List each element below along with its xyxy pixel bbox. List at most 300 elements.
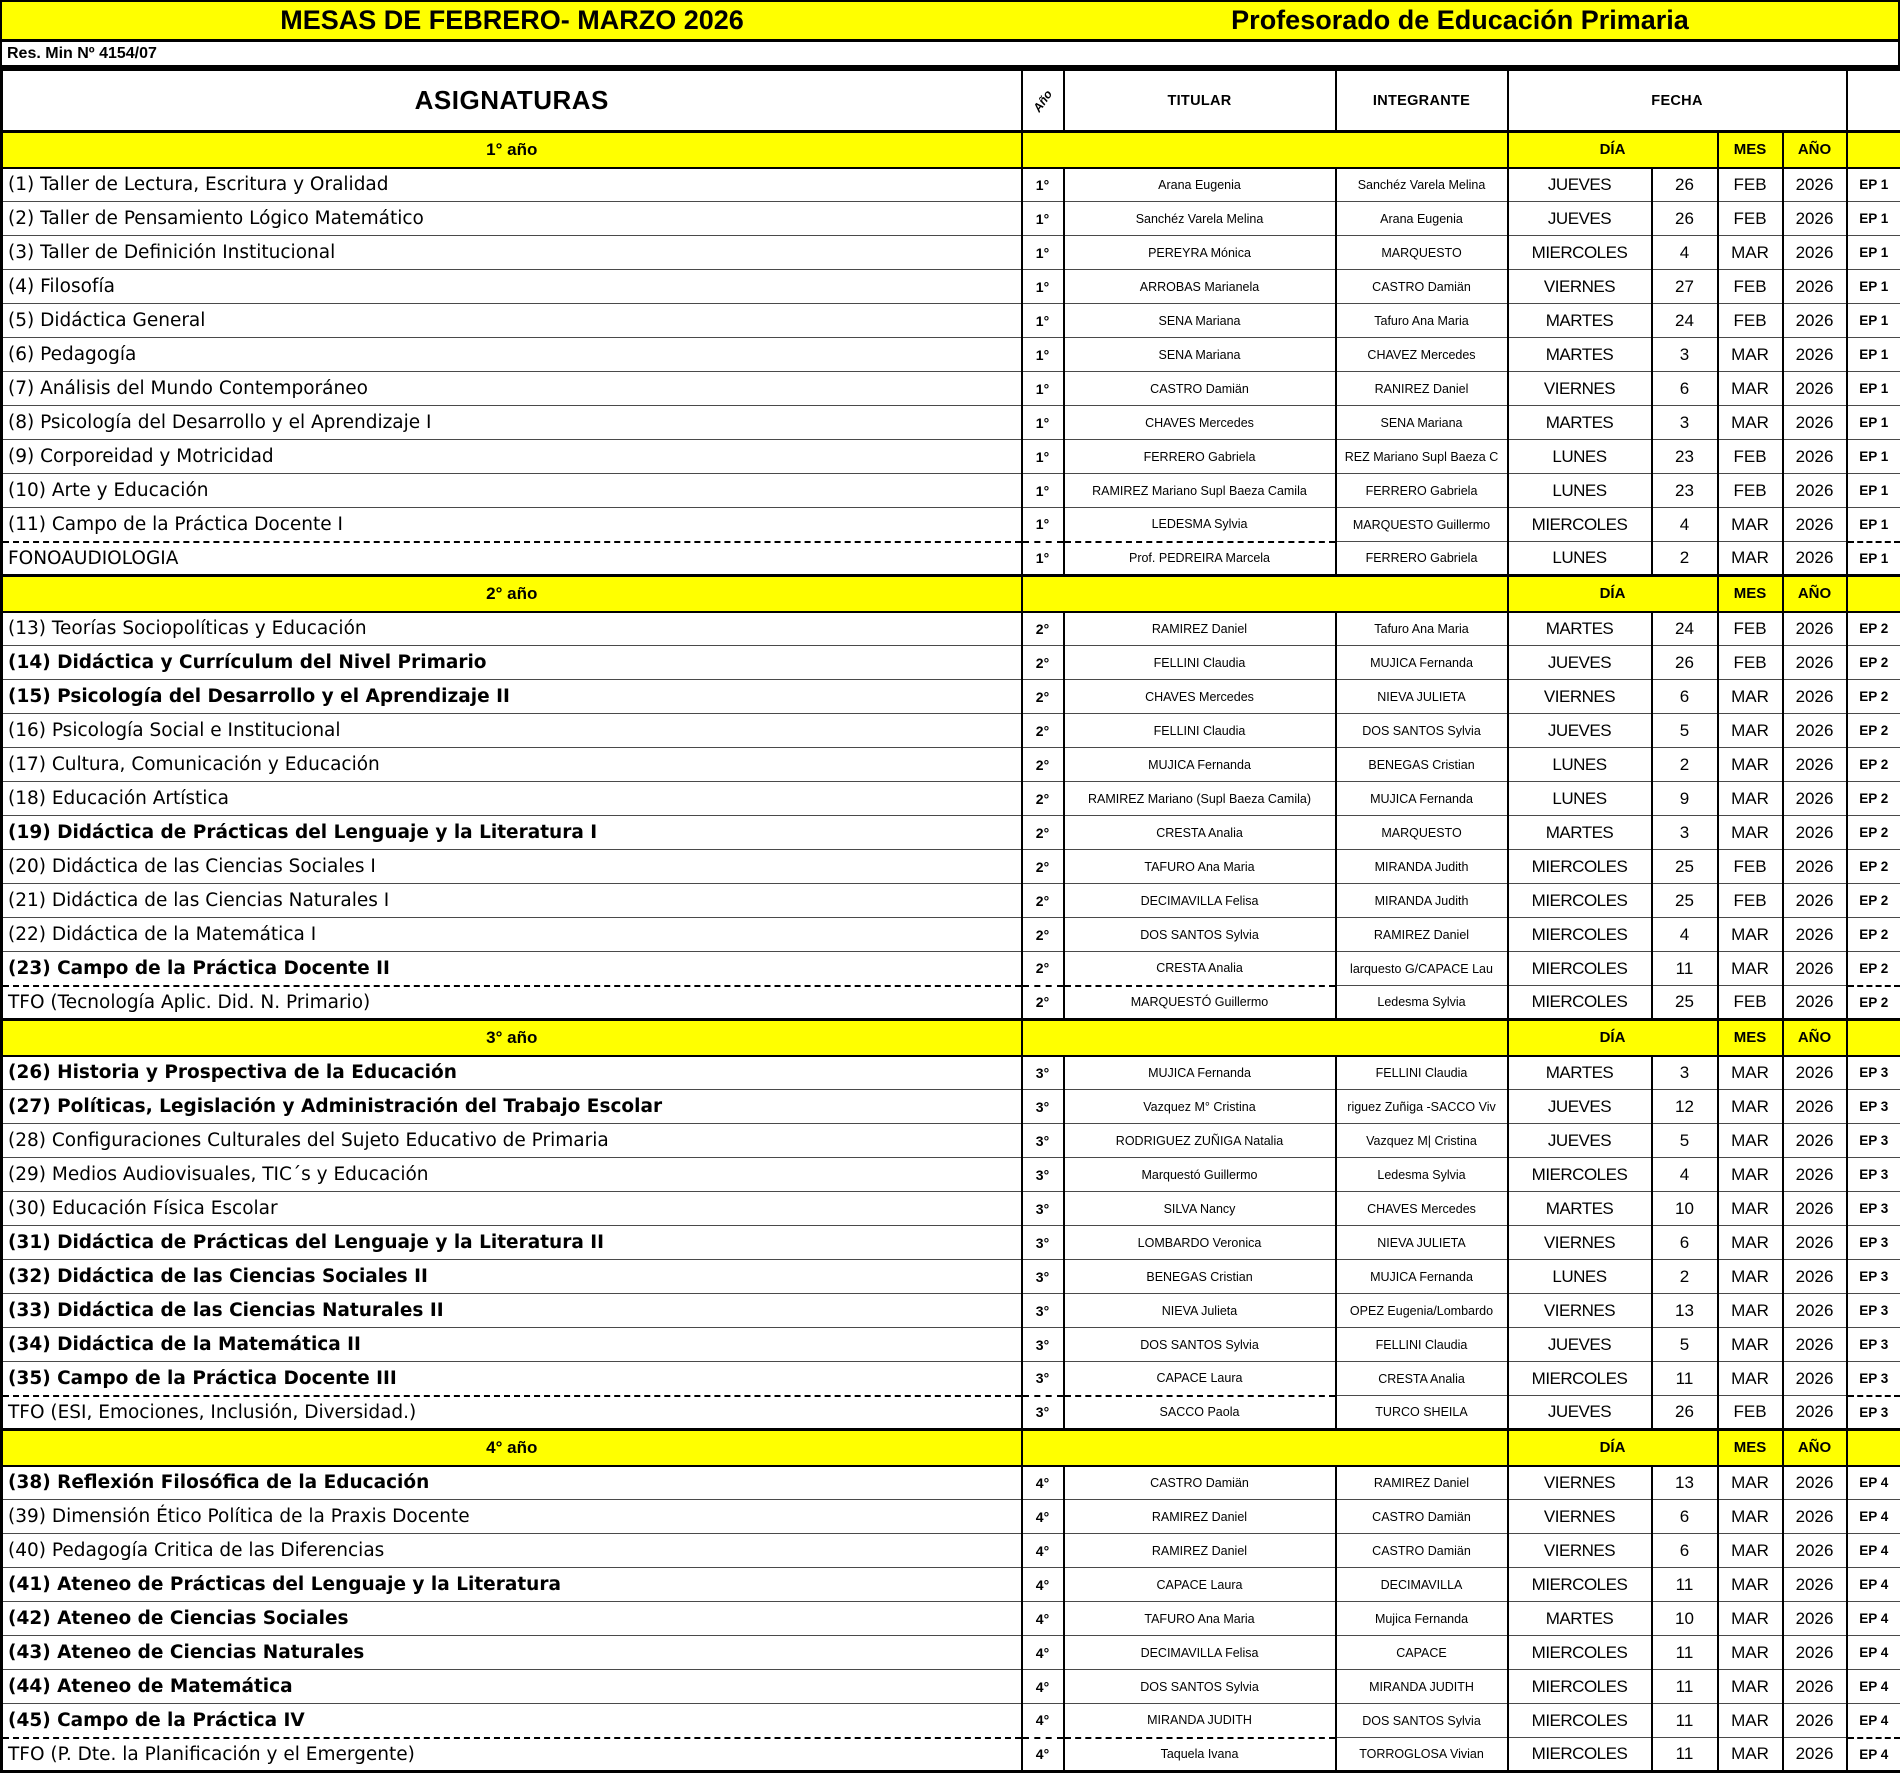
year-level-cell: 3° [1022,1396,1064,1430]
table-row [2,236,1900,270]
ep-cell: EP 1 [1847,168,1900,202]
day-number-cell: 11 [1652,952,1718,986]
section-header-row [2,576,1900,612]
subject-cell: (21) Didáctica de las Ciencias Naturales I [2,884,1022,918]
section-spacer [1022,1430,1508,1466]
titular-cell: SACCO Paola [1064,1396,1336,1430]
titular-cell: DECIMAVILLA Felisa [1064,884,1336,918]
day-number-cell: 13 [1652,1466,1718,1500]
subject-cell: (17) Cultura, Comunicación y Educación [2,748,1022,782]
titular-cell: CAPACE Laura [1064,1362,1336,1396]
day-number-cell: 6 [1652,680,1718,714]
ep-cell: EP 4 [1847,1602,1900,1636]
titular-cell: CRESTA Analia [1064,952,1336,986]
year-value-cell: 2026 [1783,1260,1847,1294]
year-value-cell: 2026 [1783,884,1847,918]
ep-cell: EP 2 [1847,782,1900,816]
ep-cell: EP 3 [1847,1056,1900,1090]
month-cell: FEB [1718,270,1783,304]
table-row [2,1466,1900,1500]
year-value-cell: 2026 [1783,1056,1847,1090]
year-level-cell: 3° [1022,1226,1064,1260]
day-name-cell: LUNES [1508,440,1652,474]
subheader-dia: DÍA [1508,1020,1718,1056]
table-row [2,986,1900,1020]
year-level-cell: 2° [1022,680,1064,714]
year-value-cell: 2026 [1783,270,1847,304]
day-number-cell: 25 [1652,850,1718,884]
integrante-cell: RANIREZ Daniel [1336,372,1508,406]
titular-cell: RAMIREZ Mariano (Supl Baeza Camila) [1064,782,1336,816]
section-header-row [2,132,1900,168]
subheader-mes: MES [1718,576,1783,612]
month-cell: FEB [1718,884,1783,918]
day-name-cell: VIERNES [1508,1466,1652,1500]
month-cell: MAR [1718,1738,1783,1772]
ep-cell: EP 4 [1847,1704,1900,1738]
month-cell: MAR [1718,1294,1783,1328]
day-number-cell: 26 [1652,1396,1718,1430]
subject-cell: (38) Reflexión Filosófica de la Educación [2,1466,1022,1500]
titular-cell: NIEVA Julieta [1064,1294,1336,1328]
titular-cell: DOS SANTOS Sylvia [1064,1670,1336,1704]
subject-cell: (42) Ateneo de Ciencias Sociales [2,1602,1022,1636]
day-name-cell: MIERCOLES [1508,1636,1652,1670]
ep-cell: EP 4 [1847,1670,1900,1704]
table-row [2,748,1900,782]
year-value-cell: 2026 [1783,1534,1847,1568]
month-cell: MAR [1718,1602,1783,1636]
subject-cell: (35) Campo de la Práctica Docente III [2,1362,1022,1396]
ep-cell: EP 1 [1847,474,1900,508]
year-value-cell: 2026 [1783,646,1847,680]
day-number-cell: 2 [1652,1260,1718,1294]
year-level-cell: 3° [1022,1158,1064,1192]
subject-cell: (30) Educación Física Escolar [2,1192,1022,1226]
year-value-cell: 2026 [1783,168,1847,202]
subject-cell: (44) Ateneo de Matemática [2,1670,1022,1704]
subject-cell: (6) Pedagogía [2,338,1022,372]
table-row [2,168,1900,202]
ep-cell: EP 2 [1847,918,1900,952]
section-spacer [1022,1020,1508,1056]
day-name-cell: LUNES [1508,474,1652,508]
year-value-cell: 2026 [1783,1396,1847,1430]
day-number-cell: 4 [1652,508,1718,542]
day-number-cell: 11 [1652,1738,1718,1772]
table-row [2,612,1900,646]
table-row [2,304,1900,338]
header-anio [1022,70,1064,132]
year-value-cell: 2026 [1783,338,1847,372]
table-row [2,782,1900,816]
day-name-cell: MIERCOLES [1508,986,1652,1020]
table-row [2,270,1900,304]
table-row [2,1602,1900,1636]
month-cell: FEB [1718,202,1783,236]
month-cell: MAR [1718,1670,1783,1704]
day-number-cell: 10 [1652,1192,1718,1226]
header-asignaturas: ASIGNATURAS [2,70,1022,132]
day-number-cell: 5 [1652,1124,1718,1158]
integrante-cell: larquesto G/CAPACE Lau [1336,952,1508,986]
day-number-cell: 27 [1652,270,1718,304]
month-cell: MAR [1718,1328,1783,1362]
month-cell: MAR [1718,1466,1783,1500]
year-level-cell: 1° [1022,338,1064,372]
day-name-cell: MIERCOLES [1508,508,1652,542]
day-name-cell: MIERCOLES [1508,884,1652,918]
integrante-cell: MARQUESTO [1336,816,1508,850]
table-row [2,338,1900,372]
month-cell: MAR [1718,542,1783,576]
table-row [2,1294,1900,1328]
day-number-cell: 5 [1652,714,1718,748]
month-cell: MAR [1718,1704,1783,1738]
month-cell: MAR [1718,1056,1783,1090]
year-level-cell: 1° [1022,372,1064,406]
integrante-cell: MUJICA Fernanda [1336,646,1508,680]
month-cell: MAR [1718,338,1783,372]
titular-cell: SILVA Nancy [1064,1192,1336,1226]
ep-cell: EP 1 [1847,236,1900,270]
month-cell: MAR [1718,1362,1783,1396]
subject-cell: (16) Psicología Social e Institucional [2,714,1022,748]
integrante-cell: FELLINI Claudia [1336,1056,1508,1090]
titular-cell: FELLINI Claudia [1064,646,1336,680]
subject-cell: (8) Psicología del Desarrollo y el Aprendizaje I [2,406,1022,440]
day-number-cell: 11 [1652,1670,1718,1704]
integrante-cell: Vazquez M| Cristina [1336,1124,1508,1158]
ep-cell: EP 1 [1847,406,1900,440]
year-value-cell: 2026 [1783,1362,1847,1396]
titular-cell: Taquela Ivana [1064,1738,1336,1772]
subject-cell: (40) Pedagogía Critica de las Diferencias [2,1534,1022,1568]
day-name-cell: VIERNES [1508,270,1652,304]
year-level-cell: 4° [1022,1534,1064,1568]
month-cell: MAR [1718,680,1783,714]
day-name-cell: MARTES [1508,406,1652,440]
year-value-cell: 2026 [1783,1500,1847,1534]
subheader-dia: DÍA [1508,576,1718,612]
table-row [2,542,1900,576]
integrante-cell: FERRERO Gabriela [1336,474,1508,508]
table-row [2,508,1900,542]
column-header-row [2,70,1900,132]
year-level-cell: 4° [1022,1466,1064,1500]
year-level-cell: 2° [1022,918,1064,952]
year-level-cell: 4° [1022,1636,1064,1670]
table-row [2,474,1900,508]
resolution-text: Res. Min Nº 4154/07 [7,44,157,62]
subheader-anio: AÑO [1783,576,1847,612]
year-value-cell: 2026 [1783,1124,1847,1158]
subject-cell: (9) Corporeidad y Motricidad [2,440,1022,474]
year-level-cell: 1° [1022,406,1064,440]
ep-cell: EP 2 [1847,748,1900,782]
day-name-cell: JUEVES [1508,1328,1652,1362]
month-cell: MAR [1718,748,1783,782]
ep-cell: EP 3 [1847,1226,1900,1260]
ep-cell: EP 4 [1847,1568,1900,1602]
day-name-cell: MARTES [1508,304,1652,338]
day-name-cell: VIERNES [1508,1294,1652,1328]
day-number-cell: 26 [1652,646,1718,680]
subheader-dia: DÍA [1508,132,1718,168]
month-cell: MAR [1718,1226,1783,1260]
ep-cell: EP 2 [1847,816,1900,850]
day-name-cell: MIERCOLES [1508,952,1652,986]
day-number-cell: 11 [1652,1362,1718,1396]
day-name-cell: JUEVES [1508,1124,1652,1158]
day-number-cell: 11 [1652,1636,1718,1670]
integrante-cell: MUJICA Fernanda [1336,782,1508,816]
year-level-cell: 1° [1022,270,1064,304]
subject-cell: (15) Psicología del Desarrollo y el Aprendizaje II [2,680,1022,714]
month-cell: MAR [1718,1534,1783,1568]
day-number-cell: 25 [1652,986,1718,1020]
integrante-cell: SENA Mariana [1336,406,1508,440]
table-row [2,1500,1900,1534]
year-level-cell: 2° [1022,646,1064,680]
month-cell: FEB [1718,168,1783,202]
day-name-cell: MARTES [1508,816,1652,850]
integrante-cell: BENEGAS Cristian [1336,748,1508,782]
table-row [2,1056,1900,1090]
ep-cell: EP 1 [1847,270,1900,304]
day-name-cell: MARTES [1508,338,1652,372]
year-value-cell: 2026 [1783,850,1847,884]
subject-cell: (43) Ateneo de Ciencias Naturales [2,1636,1022,1670]
year-level-cell: 3° [1022,1090,1064,1124]
year-value-cell: 2026 [1783,236,1847,270]
subheader-ep-spacer [1847,576,1900,612]
subject-cell: TFO (P. Dte. la Planificación y el Emergente) [2,1738,1022,1772]
integrante-cell: Arana Eugenia [1336,202,1508,236]
titular-cell: Vazquez M° Cristina [1064,1090,1336,1124]
section-spacer [1022,576,1508,612]
integrante-cell: CASTRO Damiän [1336,1500,1508,1534]
month-cell: MAR [1718,1500,1783,1534]
titular-cell: CASTRO Damiän [1064,1466,1336,1500]
titular-cell: MARQUESTÓ Guillermo [1064,986,1336,1020]
month-cell: MAR [1718,1090,1783,1124]
day-name-cell: MIERCOLES [1508,1704,1652,1738]
day-number-cell: 9 [1652,782,1718,816]
table-row [2,1704,1900,1738]
year-level-cell: 4° [1022,1568,1064,1602]
titular-cell: RAMIREZ Mariano Supl Baeza Camila [1064,474,1336,508]
integrante-cell: TURCO SHEILA [1336,1396,1508,1430]
table-row [2,1328,1900,1362]
subject-cell: (20) Didáctica de las Ciencias Sociales I [2,850,1022,884]
integrante-cell: Sanchéz Varela Melina [1336,168,1508,202]
ep-cell: EP 4 [1847,1466,1900,1500]
month-cell: MAR [1718,714,1783,748]
table-row [2,1090,1900,1124]
ep-cell: EP 1 [1847,304,1900,338]
titular-cell: RAMIREZ Daniel [1064,1500,1336,1534]
day-name-cell: MIERCOLES [1508,1568,1652,1602]
day-name-cell: VIERNES [1508,1534,1652,1568]
day-number-cell: 4 [1652,236,1718,270]
ep-cell: EP 4 [1847,1534,1900,1568]
integrante-cell: Ledesma Sylvia [1336,986,1508,1020]
year-value-cell: 2026 [1783,1602,1847,1636]
program-title: Profesorado de Educación Primaria [1231,5,1689,35]
year-value-cell: 2026 [1783,1738,1847,1772]
ep-cell: EP 3 [1847,1124,1900,1158]
year-value-cell: 2026 [1783,1670,1847,1704]
integrante-cell: CHAVES Mercedes [1336,1192,1508,1226]
ep-cell: EP 4 [1847,1738,1900,1772]
ep-cell: EP 1 [1847,440,1900,474]
year-level-cell: 4° [1022,1500,1064,1534]
table-row [2,1124,1900,1158]
table-row [2,714,1900,748]
year-value-cell: 2026 [1783,1192,1847,1226]
header-ep-spacer [1847,70,1900,132]
month-cell: FEB [1718,612,1783,646]
integrante-cell: CHAVEZ Mercedes [1336,338,1508,372]
month-cell: FEB [1718,850,1783,884]
year-level-cell: 1° [1022,542,1064,576]
month-cell: MAR [1718,952,1783,986]
year-value-cell: 2026 [1783,816,1847,850]
table-row [2,1738,1900,1772]
day-number-cell: 6 [1652,1534,1718,1568]
integrante-cell: CRESTA Analia [1336,1362,1508,1396]
year-value-cell: 2026 [1783,406,1847,440]
ep-cell: EP 3 [1847,1192,1900,1226]
table-row [2,440,1900,474]
ep-cell: EP 3 [1847,1328,1900,1362]
titular-cell: CAPACE Laura [1064,1568,1336,1602]
ep-cell: EP 1 [1847,542,1900,576]
titular-cell: LOMBARDO Veronica [1064,1226,1336,1260]
month-cell: MAR [1718,406,1783,440]
day-number-cell: 3 [1652,406,1718,440]
ep-cell: EP 2 [1847,646,1900,680]
day-number-cell: 10 [1652,1602,1718,1636]
day-number-cell: 2 [1652,542,1718,576]
day-name-cell: VIERNES [1508,1500,1652,1534]
day-number-cell: 3 [1652,816,1718,850]
integrante-cell: MIRANDA Judith [1336,884,1508,918]
ep-cell: EP 3 [1847,1396,1900,1430]
month-cell: FEB [1718,986,1783,1020]
integrante-cell: Mujica Fernanda [1336,1602,1508,1636]
document-title: MESAS DE FEBRERO- MARZO 2026 [280,5,744,35]
titular-cell: ARROBAS Marianela [1064,270,1336,304]
year-value-cell: 2026 [1783,440,1847,474]
day-name-cell: JUEVES [1508,1396,1652,1430]
year-level-cell: 1° [1022,508,1064,542]
year-level-cell: 2° [1022,986,1064,1020]
table-row [2,884,1900,918]
ep-cell: EP 3 [1847,1294,1900,1328]
month-cell: MAR [1718,1260,1783,1294]
year-value-cell: 2026 [1783,1226,1847,1260]
ep-cell: EP 3 [1847,1362,1900,1396]
titular-cell: LEDESMA Sylvia [1064,508,1336,542]
section-header-row [2,1020,1900,1056]
month-cell: FEB [1718,474,1783,508]
day-number-cell: 11 [1652,1568,1718,1602]
subheader-anio: AÑO [1783,1020,1847,1056]
day-number-cell: 13 [1652,1294,1718,1328]
integrante-cell: Tafuro Ana Maria [1336,304,1508,338]
year-value-cell: 2026 [1783,986,1847,1020]
day-number-cell: 26 [1652,168,1718,202]
day-name-cell: VIERNES [1508,680,1652,714]
integrante-cell: riguez Zuñiga -SACCO Viv [1336,1090,1508,1124]
table-row [2,1534,1900,1568]
day-name-cell: VIERNES [1508,372,1652,406]
year-value-cell: 2026 [1783,748,1847,782]
ep-cell: EP 3 [1847,1090,1900,1124]
month-cell: MAR [1718,1124,1783,1158]
ep-cell: EP 1 [1847,508,1900,542]
table-row [2,1226,1900,1260]
titular-cell: PEREYRA Mónica [1064,236,1336,270]
section-label: 4° año [2,1430,1022,1466]
titular-cell: Prof. PEDREIRA Marcela [1064,542,1336,576]
day-number-cell: 23 [1652,474,1718,508]
day-number-cell: 11 [1652,1704,1718,1738]
section-header-row [2,1430,1900,1466]
subject-cell: (31) Didáctica de Prácticas del Lenguaje y la Literatura II [2,1226,1022,1260]
titular-cell: DOS SANTOS Sylvia [1064,918,1336,952]
year-level-cell: 2° [1022,884,1064,918]
titular-cell: FERRERO Gabriela [1064,440,1336,474]
ep-cell: EP 2 [1847,884,1900,918]
subheader-ep-spacer [1847,1430,1900,1466]
month-cell: MAR [1718,816,1783,850]
subject-cell: (13) Teorías Sociopolíticas y Educación [2,612,1022,646]
integrante-cell: MARQUESTO Guillermo [1336,508,1508,542]
titular-cell: MIRANDA JUDITH [1064,1704,1336,1738]
subject-cell: TFO (Tecnología Aplic. Did. N. Primario) [2,986,1022,1020]
day-name-cell: JUEVES [1508,202,1652,236]
subject-cell: (28) Configuraciones Culturales del Sujeto Educativo de Primaria [2,1124,1022,1158]
year-level-cell: 2° [1022,850,1064,884]
subheader-dia: DÍA [1508,1430,1718,1466]
table-row [2,1362,1900,1396]
year-value-cell: 2026 [1783,1636,1847,1670]
ep-cell: EP 2 [1847,986,1900,1020]
integrante-cell: Tafuro Ana Maria [1336,612,1508,646]
integrante-cell: DOS SANTOS Sylvia [1336,1704,1508,1738]
table-row [2,202,1900,236]
year-value-cell: 2026 [1783,680,1847,714]
subject-cell: (32) Didáctica de las Ciencias Sociales II [2,1260,1022,1294]
day-number-cell: 3 [1652,1056,1718,1090]
table-row [2,1158,1900,1192]
year-value-cell: 2026 [1783,714,1847,748]
ep-cell: EP 2 [1847,850,1900,884]
subject-cell: (5) Didáctica General [2,304,1022,338]
year-level-cell: 3° [1022,1328,1064,1362]
year-value-cell: 2026 [1783,918,1847,952]
resolution-row [0,42,1900,68]
year-level-cell: 1° [1022,304,1064,338]
integrante-cell: FELLINI Claudia [1336,1328,1508,1362]
table-row [2,1568,1900,1602]
integrante-cell: RAMIREZ Daniel [1336,918,1508,952]
year-level-cell: 2° [1022,782,1064,816]
year-level-cell: 1° [1022,202,1064,236]
